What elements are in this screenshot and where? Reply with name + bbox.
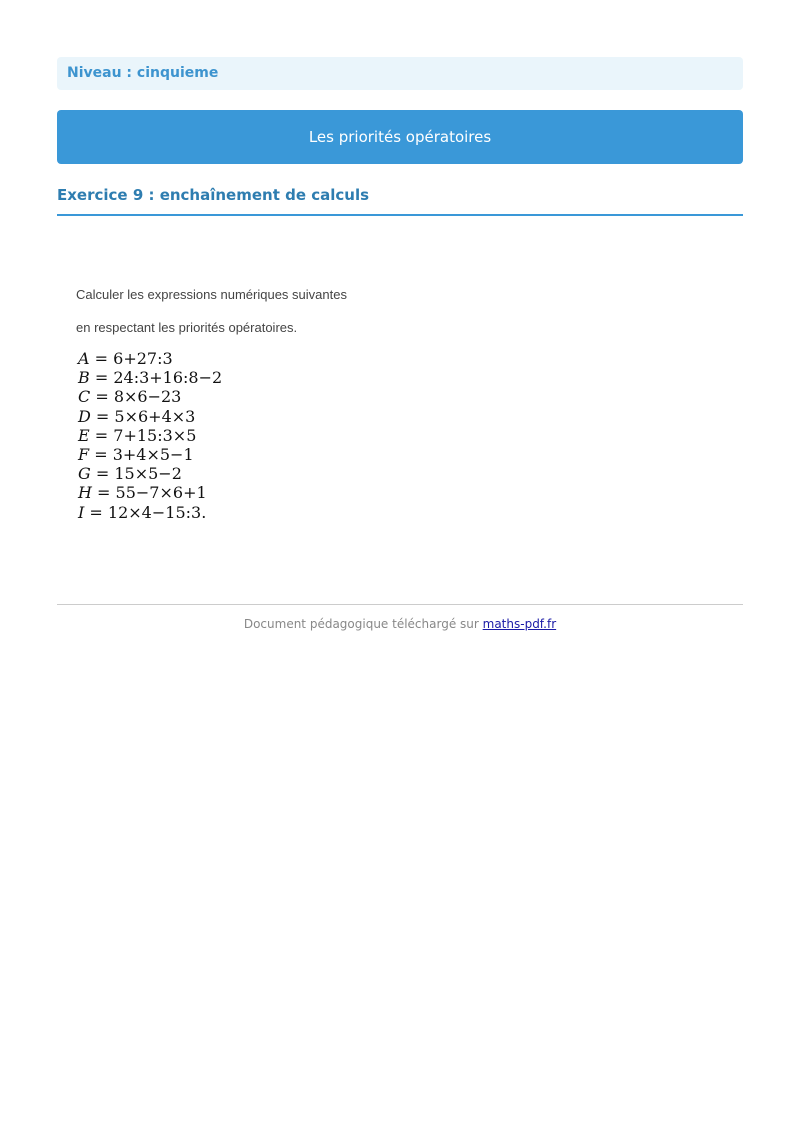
expression-formula: = 5×6+4×3 [90, 406, 196, 426]
expression-variable: A [78, 349, 90, 368]
expression-item [78, 445, 222, 464]
expression-formula: = 6+27:3 [89, 349, 173, 368]
page-title: Les priorités opératoires [308, 128, 492, 146]
title-banner [57, 110, 743, 164]
expression-variable: E [78, 425, 90, 445]
expression-variable: I [78, 502, 85, 522]
expression-item [78, 483, 222, 502]
expression-item [78, 426, 222, 445]
footer-text: Document pédagogique téléchargé sur [243, 617, 483, 631]
expression-formula: = 55−7×6+1 [91, 483, 207, 503]
expression-variable: D [78, 406, 91, 426]
exercise-heading: Exercice 9 : enchaînement de calculs [57, 186, 743, 216]
expression-item [78, 368, 222, 387]
expression-formula: = 3+4×5−1 [89, 444, 194, 464]
exercise-body [57, 216, 743, 604]
expression-variable: G [78, 464, 91, 484]
footer [57, 617, 743, 631]
footer-divider [57, 604, 743, 605]
expression-formula: = 7+15:3×5 [89, 425, 197, 445]
expression-formula: = 15×5−2 [90, 464, 182, 484]
level-label: Niveau : cinquieme [67, 65, 219, 81]
expression-variable: B [78, 368, 90, 388]
expression-variable: H [78, 483, 92, 503]
expression-formula: = 8×6−23 [90, 387, 182, 407]
instruction-line-2: en respectant les priorités opératoires. [76, 320, 298, 335]
expression-item [78, 349, 222, 368]
expression-formula: = 12×4−15:3. [84, 502, 207, 522]
expression-list [78, 349, 222, 522]
footer-link[interactable]: maths-pdf.fr [482, 617, 557, 631]
expression-item [78, 464, 222, 483]
expression-variable: C [78, 387, 91, 407]
expression-item [78, 387, 222, 406]
expression-item [78, 407, 222, 426]
instruction-line-1: Calculer les expressions numériques suivantes [76, 287, 347, 302]
expression-formula: = 24:3+16:8−2 [89, 368, 223, 388]
level-box [57, 57, 743, 90]
worksheet-page [57, 57, 743, 631]
expression-variable: F [78, 444, 90, 464]
expression-item [78, 503, 222, 522]
